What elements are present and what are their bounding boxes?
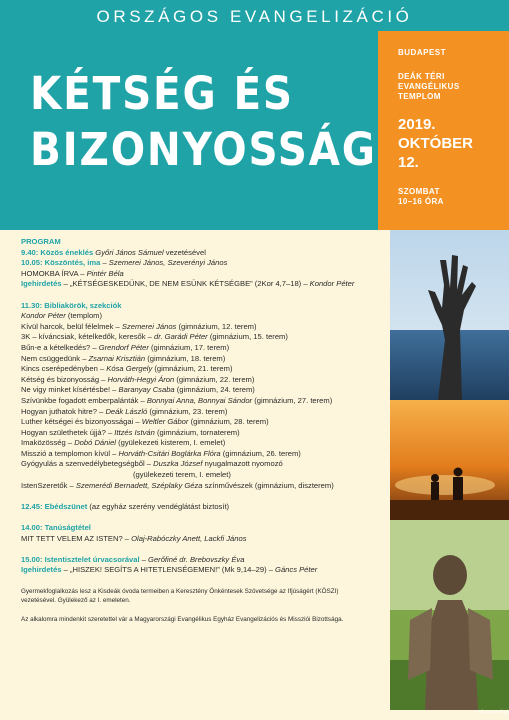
- weekday: SZOMBAT: [398, 187, 440, 196]
- children-note: Gyermekfoglalkozás lesz a Kisdeák óvoda termeiben a Keresztény Önkéntesek Szövetsége az Ifjúságért (KÖSZI) vezetésével. Gyülekező az I. emeleten.: [21, 587, 339, 604]
- event-date: [398, 115, 508, 172]
- date-month: OKTÓBER: [398, 135, 473, 152]
- info-panel: [378, 31, 509, 230]
- hand-sculpture-image: [390, 230, 509, 400]
- title-line-1: KÉTSÉG ÉS: [30, 67, 294, 120]
- section-line: 3K – kíváncsiak, kételkedők, keresők – dr. Garádi Péter (gimnázium, 15. terem): [21, 332, 288, 342]
- main-title: [30, 66, 377, 178]
- section-line: Gyógyulás a szenvedélybetegségből – Duszka József nyugalmazott nyomozó: [21, 459, 283, 469]
- section-line: Kívül harcok, belül félelmek – Szemerei János (gimnázium, 12. terem): [21, 321, 257, 331]
- venue: [398, 72, 498, 102]
- date-year: 2019.: [398, 116, 436, 133]
- bible-heading: 11.30: Bibliakörök, szekciók: [21, 300, 122, 310]
- section-line: IstenSzeretők – Szemerédi Bernadett, Széplaky Géza színművészek (gimnázium, diszterem): [21, 480, 334, 490]
- section-line: Bűn-e a kételkedés? – Grendorf Péter (gimnázium, 17. terem): [21, 342, 230, 352]
- lunch-line: 12.45: Ebédszünet (az egyház szerény vendéglátást biztosít): [21, 501, 230, 511]
- photo-credit: Fotó: Szeverényi: [474, 709, 508, 714]
- section-line: Hogyan juthatok hitre? – Deák László (gimnázium, 23. terem): [21, 406, 228, 416]
- section-line: Szívünkbe fogadott emberpalánták – Bonnyai Anna, Bonnyai Sándor (gimnázium, 27. terem): [21, 395, 333, 405]
- hours: 10–16 ÓRA: [398, 197, 444, 206]
- program-line: Igehirdetés – „KÉTSÉGESKEDÜNK, DE NEM ESÜNK KÉTSÉGBE” (2Kor 4,7–18) – Kondor Péter: [21, 279, 355, 289]
- section-line: Misszió a templomon kívül – Horváth-Csitári Boglárka Flóra (gimnázium, 26. terem): [21, 448, 301, 458]
- sunset-bathers-photo: [390, 400, 509, 520]
- section-line-continued: (gyülekezeti terem, I. emelet): [133, 470, 231, 480]
- program-heading: PROGRAM: [21, 237, 61, 246]
- program-text: [21, 237, 371, 624]
- sunset-bathers-image: [390, 400, 509, 520]
- venue-line-1: DEÁK TÉRI: [398, 72, 445, 81]
- program-line: 9.40: Közös éneklés Győri János Sámuel vezetésével: [21, 247, 206, 257]
- section-line: Nem csüggedünk – Zsarnai Krisztián (gimnázium, 18. terem): [21, 353, 226, 363]
- section-line: Imaközösség – Dobó Dániel (gyülekezeti kisterem, I. emelet): [21, 438, 226, 448]
- venue-line-2: EVANGÉLIKUS: [398, 82, 460, 91]
- invitation-note: Az alkalomra mindenkit szeretettel vár a Magyarországi Evangélikus Egyház Evangelizációs és Missziói Bizottsága.: [21, 616, 344, 624]
- section-line: Kincs cserépedényben – Kósa Gergely (gimnázium, 21. terem): [21, 364, 233, 374]
- angel-statue-photo: [390, 520, 509, 710]
- worship-line: 15.00: Istentisztelet úrvacsorával – Gerőfiné dr. Brebovszky Éva: [21, 554, 245, 564]
- event-time: [398, 187, 498, 207]
- date-day: 12.: [398, 154, 419, 171]
- city: BUDAPEST: [398, 48, 447, 57]
- section-line: Luther kétségei és bizonyosságai – Weltler Gábor (gimnázium, 28. terem): [21, 417, 269, 427]
- hand-sculpture-photo: [390, 230, 509, 400]
- program-line: HOMOKBA ÍRVA – Pintér Béla: [21, 268, 124, 278]
- angel-statue-image: [390, 520, 509, 710]
- sermon-line: Igehirdetés – „HISZEK! SEGÍTS A HITETLENSÉGEMEN!” (Mk 9,14–29) – Gáncs Péter: [21, 565, 318, 575]
- testimony-line: MIT TETT VELEM AZ ISTEN? – Olaj-Rabóczky Anett, Lackfi János: [21, 533, 247, 543]
- section-line: Kondor Péter (templom): [21, 311, 103, 321]
- section-line: Ne vigy minket kísértésbe! – Baranyay Csaba (gimnázium, 24. terem): [21, 385, 255, 395]
- venue-line-3: TEMPLOM: [398, 92, 441, 101]
- program-line: 10.05: Köszöntés, ima – Szemerei János, Szeverényi János: [21, 258, 228, 268]
- testimony-heading: 14.00: Tanúságtétel: [21, 523, 91, 533]
- section-line: Kétség és bizonyosság – Horváth-Hegyi Áron (gimnázium, 22. terem): [21, 374, 255, 384]
- title-line-2: BIZONYOSSÁG: [30, 123, 377, 176]
- section-line: Hogyan születhetek újjá? – Ittzés István (gimnázium, tornaterem): [21, 427, 240, 437]
- org-title: ORSZÁGOS EVANGELIZÁCIÓ: [96, 7, 413, 26]
